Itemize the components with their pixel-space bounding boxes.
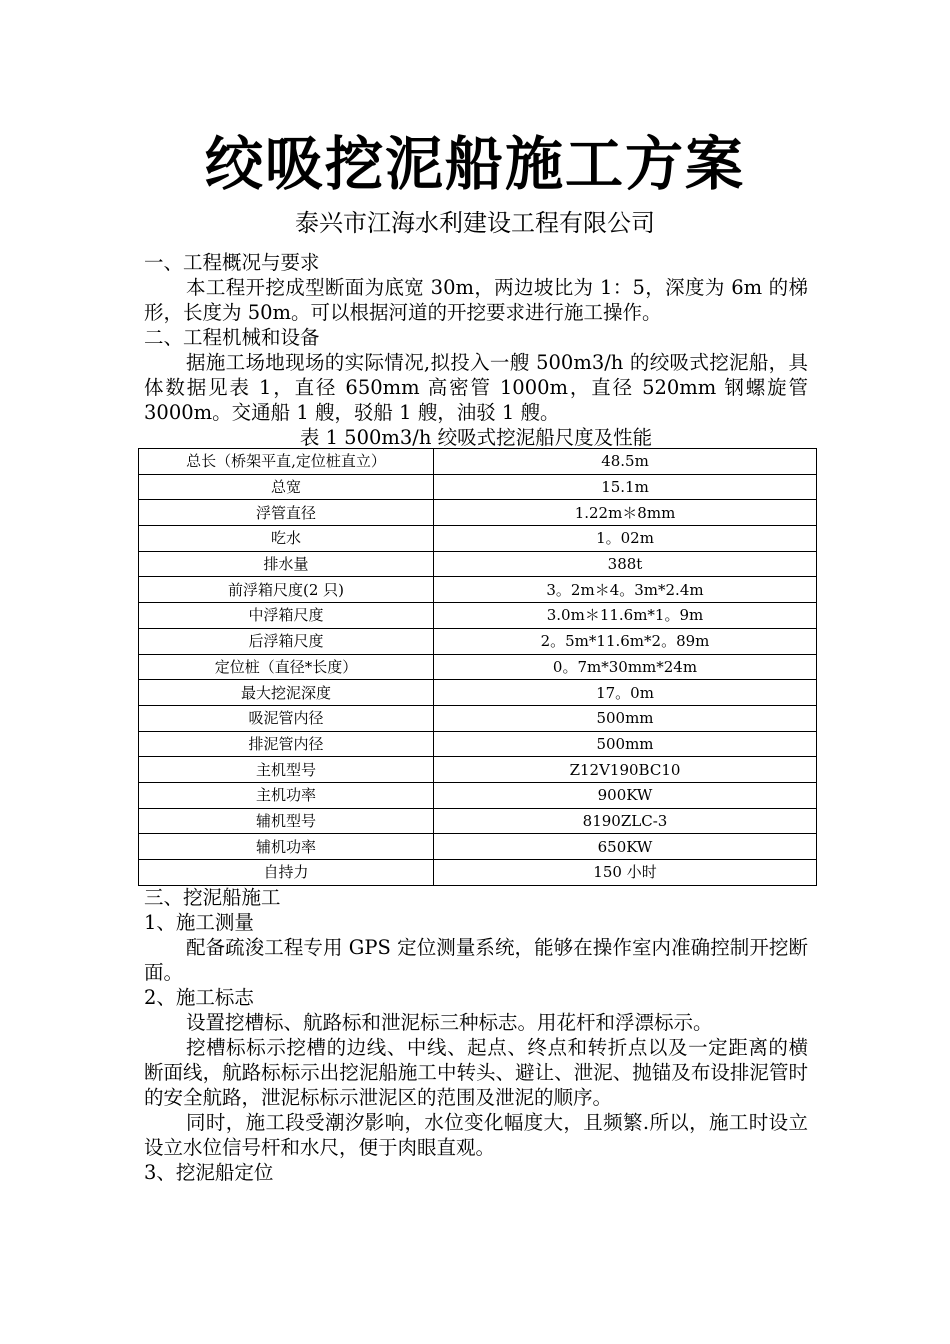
table-row <box>139 654 817 680</box>
paragraph: 同时，施工段受潮汐影响，水位变化幅度大，且频繁.所以，施工时设立设立水位信号杆和水尺，便于肉眼直观。 <box>144 1111 808 1159</box>
spec-label-cell: 中浮箱尺度 <box>139 603 434 629</box>
spec-label-cell: 总宽 <box>139 474 434 500</box>
table-row <box>139 628 817 654</box>
table-row <box>139 680 817 706</box>
spec-label-cell: 浮管直径 <box>139 500 434 526</box>
spec-label-cell: 定位桩（直径*长度） <box>139 654 434 680</box>
paragraph: 挖槽标标示挖槽的边线、中线、起点、终点和转折点以及一定距离的横断面线，航路标标示出挖泥船施工中转头、避让、泄泥、抛锚及布设排泥管时的安全航路，泄泥标标示泄泥区的范围及泄泥的顺序。 <box>144 1036 808 1109</box>
company-name: 泰兴市江海水利建设工程有限公司 <box>295 209 655 237</box>
paragraph: 据施工场地现场的实际情况,拟投入一艘 500m3/h 的绞吸式挖泥船，具体数据见表 1，直径 650mm 高密管 1000m，直径 520mm 钢螺旋管 3000m。交通船 1 艘，驳船 1 艘，油驳 1 艘。 <box>144 351 808 424</box>
table-row <box>139 808 817 834</box>
table-row <box>139 757 817 783</box>
paragraph: 本工程开挖成型断面为底宽 30m，两边坡比为 1：5，深度为 6m 的梯形，长度为 50m。可以根据河道的开挖要求进行施工操作。 <box>144 276 808 324</box>
subsection-heading: 1、施工测量 <box>144 911 254 934</box>
spec-label-cell: 辅机型号 <box>139 808 434 834</box>
table-row <box>139 449 817 475</box>
spec-value-cell: 8190ZLC-3 <box>434 808 817 834</box>
table-row <box>139 860 817 886</box>
table-row <box>139 603 817 629</box>
spec-label-cell: 后浮箱尺度 <box>139 628 434 654</box>
spec-value-cell: 900KW <box>434 782 817 808</box>
spec-label-cell: 辅机功率 <box>139 834 434 860</box>
spec-value-cell: 150 小时 <box>434 860 817 886</box>
table-row <box>139 731 817 757</box>
spec-label-cell: 主机型号 <box>139 757 434 783</box>
paragraph: 配备疏浚工程专用 GPS 定位测量系统，能够在操作室内准确控制开挖断面。 <box>144 936 808 984</box>
table-row <box>139 526 817 552</box>
table-row <box>139 551 817 577</box>
spec-value-cell: 500mm <box>434 705 817 731</box>
table-caption: 表 1 500m3/h 绞吸式挖泥船尺度及性能 <box>299 426 653 449</box>
spec-label-cell: 排泥管内径 <box>139 731 434 757</box>
table-row <box>139 782 817 808</box>
spec-label-cell: 吃水 <box>139 526 434 552</box>
spec-value-cell: 3。2m＊4。3m*2.4m <box>434 577 817 603</box>
section-heading: 一、工程概况与要求 <box>144 251 320 274</box>
table-row <box>139 705 817 731</box>
spec-value-cell: Z12V190BC10 <box>434 757 817 783</box>
spec-value-cell: 1。02m <box>434 526 817 552</box>
subsection-heading: 2、施工标志 <box>144 986 254 1009</box>
construction-sections <box>144 885 808 1185</box>
spec-value-cell: 650KW <box>434 834 817 860</box>
spec-value-cell: 1.22m＊8mm <box>434 500 817 526</box>
spec-value-cell: 500mm <box>434 731 817 757</box>
spec-label-cell: 排水量 <box>139 551 434 577</box>
spec-value-cell: 17。0m <box>434 680 817 706</box>
spec-label-cell: 自持力 <box>139 860 434 886</box>
table-row <box>139 577 817 603</box>
section-heading: 二、工程机械和设备 <box>144 326 320 349</box>
document-title: 绞吸挖泥船施工方案 <box>204 130 745 198</box>
dredger-spec-table <box>138 448 814 886</box>
spec-label-cell: 主机功率 <box>139 782 434 808</box>
spec-label-cell: 吸泥管内径 <box>139 705 434 731</box>
spec-value-cell: 48.5m <box>434 449 817 475</box>
spec-value-cell: 3.0m＊11.6m*1。9m <box>434 603 817 629</box>
table-row <box>139 474 817 500</box>
spec-label-cell: 总长（桥架平直,定位桩直立） <box>139 449 434 475</box>
paragraph: 设置挖槽标、航路标和泄泥标三种标志。用花杆和浮漂标示。 <box>186 1011 713 1034</box>
table-row <box>139 834 817 860</box>
table-body <box>139 449 817 886</box>
section-heading: 三、挖泥船施工 <box>144 886 281 909</box>
spec-value-cell: 388t <box>434 551 817 577</box>
spec-label-cell: 最大挖泥深度 <box>139 680 434 706</box>
intro-sections <box>144 250 808 450</box>
subsection-heading: 3、挖泥船定位 <box>144 1161 274 1184</box>
spec-value-cell: 15.1m <box>434 474 817 500</box>
table-row <box>139 500 817 526</box>
spec-value-cell: 0。7m*30mm*24m <box>434 654 817 680</box>
spec-label-cell: 前浮箱尺度(2 只) <box>139 577 434 603</box>
spec-value-cell: 2。5m*11.6m*2。89m <box>434 628 817 654</box>
